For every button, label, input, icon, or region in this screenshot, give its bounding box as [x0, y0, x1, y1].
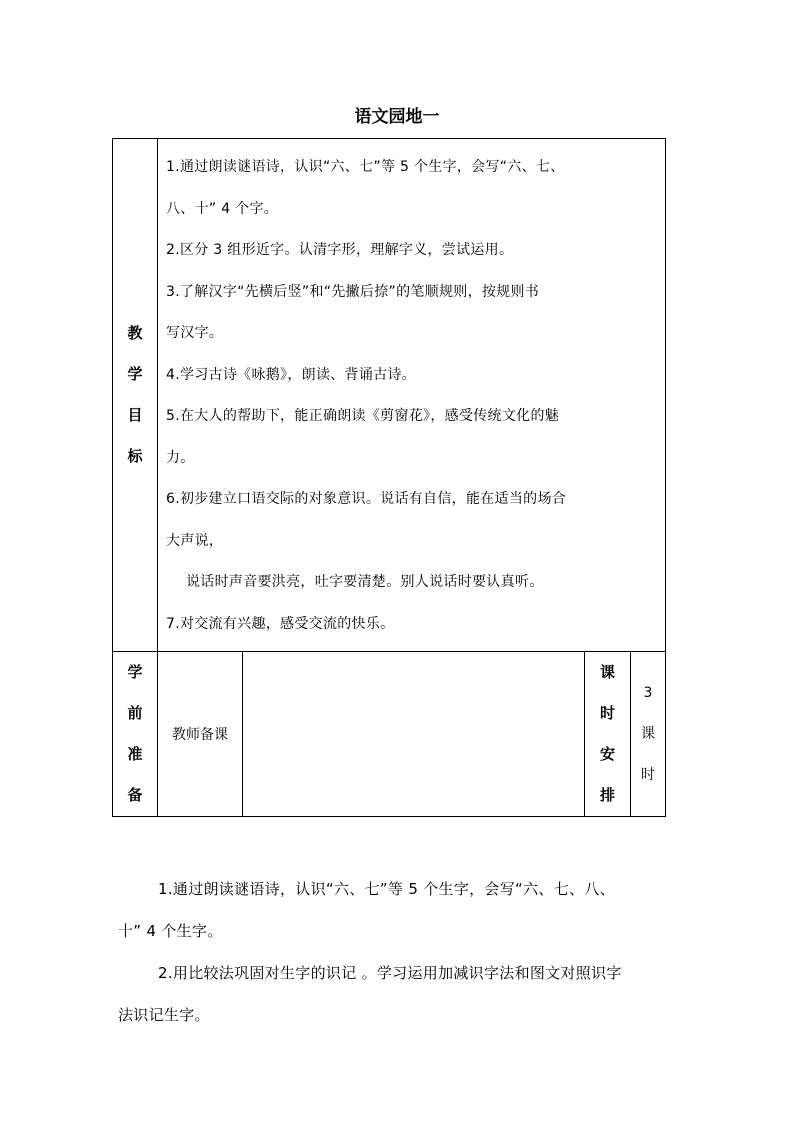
goal-line: 5.在大人的帮助下，能正确朗读《剪窗花》，感受传统文化的魅	[166, 408, 560, 424]
goals-label-char: 标	[127, 447, 143, 465]
goals-label	[113, 139, 158, 652]
goal-item	[166, 396, 659, 479]
goal-item	[166, 604, 659, 646]
body-line: 1.通过朗读谜语诗，认识“六、七”等 5 个生字，会写“六、七、八、	[158, 880, 615, 898]
teacher-prep-cell: 教师备课	[158, 652, 243, 817]
goal-line: 大声说，	[166, 532, 224, 549]
body-line: 十” 4 个生字。	[118, 922, 223, 940]
goal-line: 写汉字。	[166, 325, 224, 341]
schedule-label-char: 时	[599, 704, 615, 722]
goal-item	[166, 355, 659, 397]
hours-cell	[631, 652, 666, 817]
lesson-plan-table	[112, 138, 666, 817]
body-line: 法识记生字。	[118, 1006, 210, 1024]
goal-item	[166, 230, 659, 272]
goal-item	[166, 272, 659, 355]
schedule-label-char: 排	[599, 786, 615, 804]
schedule-label	[585, 652, 631, 817]
goals-content	[158, 139, 666, 652]
schedule-label-char: 课	[599, 663, 615, 681]
body-paragraph	[118, 868, 674, 952]
hours-char: 时	[641, 766, 655, 783]
prep-label-char: 备	[127, 786, 143, 804]
prep-label-char: 学	[127, 663, 143, 681]
goal-item	[166, 479, 659, 562]
goals-row	[113, 139, 666, 652]
goal-line: 6.初步建立口语交际的对象意识。说话有自信，能在适当的场合	[166, 491, 567, 507]
goal-line: 3.了解汉字“先横后竖”和“先撇后捺”的笔顺规则，按规则书	[166, 283, 540, 300]
body-paragraph	[118, 952, 674, 1036]
page-title: 语文园地一	[354, 107, 440, 127]
goal-line: 力。	[166, 449, 195, 466]
goals-label-char: 学	[127, 365, 143, 383]
goals-label-char: 教	[127, 324, 143, 342]
prep-label-char: 前	[127, 704, 143, 722]
prep-row	[113, 652, 666, 817]
prep-label-char: 准	[127, 745, 143, 763]
hours-char: 3	[643, 684, 653, 701]
goal-line: 4.学习古诗《咏鹅》，朗读、背诵古诗。	[166, 366, 417, 383]
goal-line: 说话时声音要洪亮，吐字要清楚。别人说话时要认真听。	[186, 574, 544, 590]
schedule-label-char: 安	[599, 745, 615, 763]
goal-line: 1.通过朗读谜语诗，认识“六、七”等 5 个生字，会写“六、七、	[166, 159, 565, 175]
goal-item	[166, 147, 659, 230]
goal-line: 八、十” 4 个字。	[166, 200, 279, 217]
prep-content-cell	[243, 652, 585, 817]
hours-char: 课	[641, 725, 655, 742]
goal-line: 7.对交流有兴趣，感受交流的快乐。	[166, 615, 395, 632]
goals-label-char: 目	[127, 406, 143, 424]
prep-label	[113, 652, 158, 817]
body-line: 2.用比较法巩固对生字的识记 。学习运用加减识字法和图文对照识字	[158, 964, 622, 982]
goal-item	[166, 562, 659, 604]
goal-line: 2.区分 3 组形近字。认清字形，理解字义，尝试运用。	[166, 242, 514, 258]
